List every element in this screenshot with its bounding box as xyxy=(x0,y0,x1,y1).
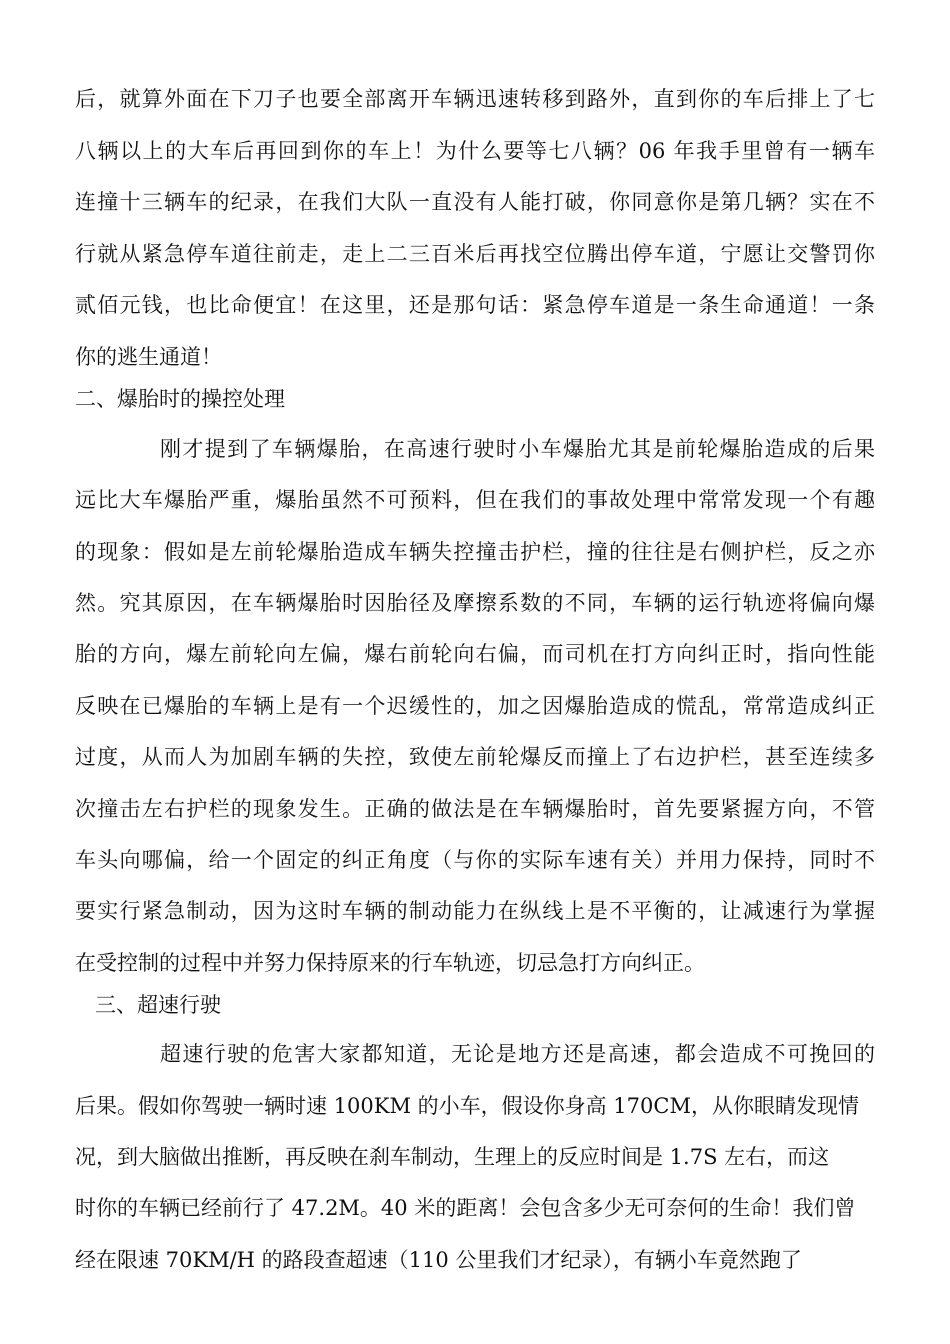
text-line: 然。究其原因，在车辆爆胎时因胎径及摩擦系数的不同，车辆的运行轨迹将偏向爆 xyxy=(75,591,875,615)
text-line: 刚才提到了车辆爆胎，在高速行驶时小车爆胎尤其是前轮爆胎造成的后果 xyxy=(160,437,875,461)
text-line: 远比大车爆胎严重，爆胎虽然不可预料，但在我们的事故处理中常常发现一个有趣 xyxy=(75,488,875,512)
text-line: 超速行驶的危害大家都知道，无论是地方还是高速，都会造成不可挽回的 xyxy=(160,1042,875,1066)
text-line: 行就从紧急停车道往前走，走上二三百米后再找空位腾出停车道，宁愿让交警罚你 xyxy=(75,242,875,266)
text-line: 车头向哪偏，给一个固定的纠正角度（与你的实际车速有关）并用力保持，同时不 xyxy=(75,848,875,872)
text-line: 贰佰元钱，也比命便宜！在这里，还是那句话：紧急停车道是一条生命通道！一条 xyxy=(75,293,875,317)
text-line: 反映在已爆胎的车辆上是有一个迟缓性的，加之因爆胎造成的慌乱，常常造成纠正 xyxy=(75,694,875,718)
text-line: 你的逃生通道！ xyxy=(75,345,222,369)
text-line: 过度，从而人为加剧车辆的失控，致使左前轮爆反而撞上了右边护栏，甚至连续多 xyxy=(75,745,875,769)
text-line: 时你的车辆已经前行了 47.2M。40 米的距离！会包含多少无可奈何的生命！我们曾 xyxy=(75,1196,856,1220)
text-line: 次撞击左右护栏的现象发生。正确的做法是在车辆爆胎时，首先要紧握方向，不管 xyxy=(75,797,875,821)
text-line: 连撞十三辆车的纪录，在我们大队一直没有人能打破，你同意你是第几辆？实在不 xyxy=(75,190,875,214)
text-line: 经在限速 70KM/H 的路段查超速（110 公里我们才纪录），有辆小车竟然跑了 xyxy=(75,1248,802,1272)
section-heading: 二、爆胎时的操控处理 xyxy=(75,387,285,411)
text-line: 后，就算外面在下刀子也要全部离开车辆迅速转移到路外，直到你的车后排上了七 xyxy=(75,87,875,111)
text-line: 要实行紧急制动，因为这时车辆的制动能力在纵线上是不平衡的，让减速行为掌握 xyxy=(75,899,875,923)
text-line: 的现象：假如是左前轮爆胎造成车辆失控撞击护栏，撞的往往是右侧护栏，反之亦 xyxy=(75,540,875,564)
text-line: 在受控制的过程中并努力保持原来的行车轨迹，切忌急打方向纠正。 xyxy=(75,951,705,975)
section-heading: 三、超速行驶 xyxy=(95,993,221,1017)
text-line: 胎的方向，爆左前轮向左偏，爆右前轮向右偏，而司机在打方向纠正时，指向性能 xyxy=(75,642,875,666)
text-line: 况，到大脑做出推断，再反映在刹车制动，生理上的反应时间是 1.7S 左右，而这 xyxy=(75,1145,830,1169)
text-line: 后果。假如你驾驶一辆时速 100KM 的小车，假设你身高 170CM，从你眼睛发现情 xyxy=(75,1094,859,1118)
text-line: 八辆以上的大车后再回到你的车上！为什么要等七八辆？06 年我手里曾有一辆车 xyxy=(75,139,875,163)
